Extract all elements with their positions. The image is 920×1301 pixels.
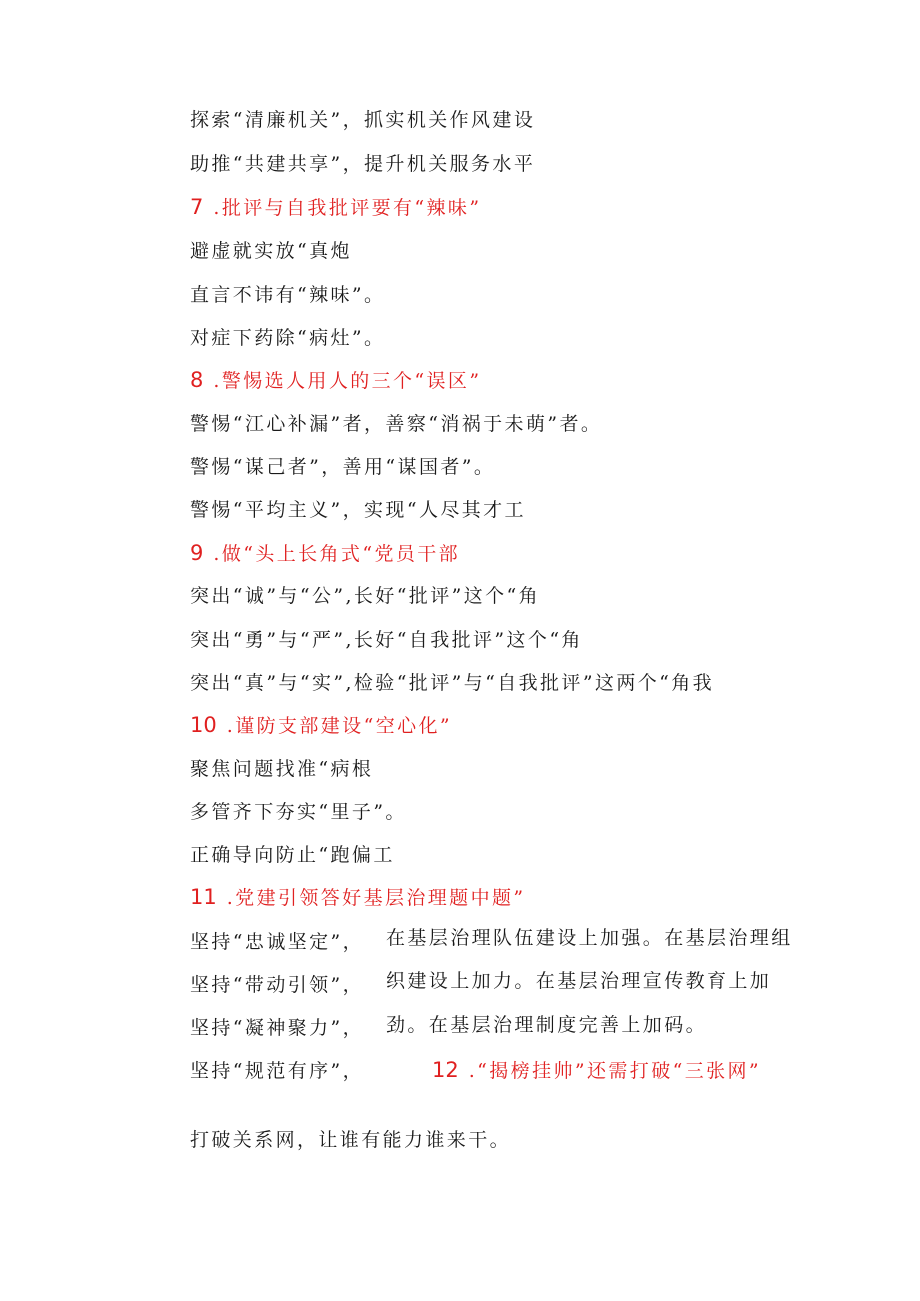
list-item: 聚焦问题找准“病根	[190, 758, 374, 780]
section-title: .批评与自我批评要有“辣味”	[213, 197, 482, 219]
list-item: 坚持“规范有序”，	[190, 1060, 365, 1082]
list-item: 突出“真”与“实”,检验“批评”与“自我批评”这两个“角我	[190, 672, 715, 694]
text-line: 探索“清廉机关”，抓实机关作风建设	[190, 109, 536, 131]
section-number: 10	[190, 713, 217, 737]
list-item: 突出“勇”与“严”,长好“自我批评”这个“角	[190, 629, 583, 651]
list-item: 打破关系网，让谁有能力谁来干。	[190, 1129, 512, 1151]
section-heading-12	[386, 1056, 766, 1085]
section-number: 8	[190, 368, 204, 392]
paragraph-line: 在基层治理队伍建设上加强。在基层治理组	[386, 927, 793, 949]
paragraph-line: 织建设上加力。在基层治理宣传教育上加	[386, 970, 772, 992]
section-title: .“揭榜挂帅”还需打破“三张网”	[468, 1060, 762, 1082]
section-number: 7	[190, 195, 204, 219]
list-item: 警惕“平均主义”，实现“人尽其才工	[190, 499, 526, 521]
list-item: 警惕“谋己者”，善用“谋国者”。	[190, 456, 496, 478]
section-heading-9	[190, 541, 460, 566]
list-item: 突出“诚”与“公”,长好“批评”这个“角	[190, 585, 541, 607]
list-item: 多管齐下夯实“里子”。	[190, 801, 407, 823]
list-item: 坚持“凝神聚力”，	[190, 1017, 365, 1039]
list-item: 警惕“江心补漏”者，善察“消祸于未萌”者。	[190, 413, 603, 435]
section-number: 11	[190, 885, 217, 909]
section-number: 9	[190, 541, 204, 565]
section-heading-7	[190, 195, 481, 220]
list-item: 正确导向防止“跑偏工	[190, 844, 395, 866]
section-heading-10	[190, 713, 452, 738]
section-number: 12	[432, 1058, 459, 1082]
text-line: 助推“共建共享”，提升机关服务水平	[190, 153, 536, 175]
list-item: 对症下药除“病灶”。	[190, 327, 386, 349]
section-title: .做“头上长角式“党员干部	[213, 543, 461, 565]
list-item: 直言不讳有“辣味”。	[190, 284, 386, 306]
list-item: 坚持“忠诚坚定”，	[190, 931, 365, 953]
section-heading-8	[190, 368, 481, 393]
paragraph-line: 劲。在基层治理制度完善上加码。	[386, 1014, 708, 1036]
section-heading-11	[190, 885, 526, 910]
list-item: 坚持“带动引领”，	[190, 974, 365, 996]
list-item: 避虚就实放“真炮	[190, 240, 352, 262]
section-title: .谨防支部建设“空心化”	[226, 715, 453, 737]
section-title: .警惕选人用人的三个“误区”	[213, 370, 482, 392]
section-title: .党建引领答好基层治理题中题”	[226, 887, 526, 909]
